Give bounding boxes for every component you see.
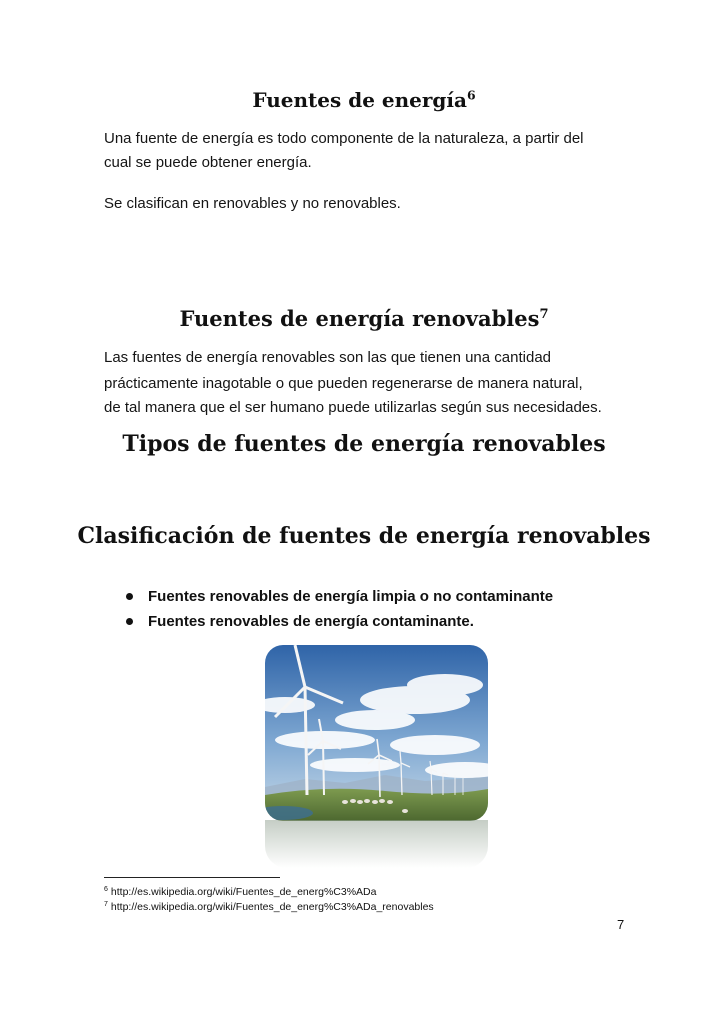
- footnote-separator: [104, 877, 280, 878]
- heading-fuentes-renovables: [0, 306, 728, 331]
- renewable-line-1: Las fuentes de energía renovables son las que tienen una cantidad: [104, 349, 551, 366]
- page-number: 7: [617, 917, 625, 932]
- photo-reflection: [265, 820, 488, 868]
- wind-turbines-image: [265, 645, 488, 821]
- list-item-label: Fuentes renovables de energía contaminante.: [148, 613, 474, 630]
- bullet-icon: [126, 618, 133, 625]
- heading-fuentes-de-energia: [0, 88, 728, 112]
- footnote-7: [104, 900, 434, 914]
- list-item-label: Fuentes renovables de energía limpia o no contaminante: [148, 588, 554, 605]
- footnote-7-link[interactable]: http://es.wikipedia.org/wiki/Fuentes_de_energ%C3%ADa_renovables: [110, 901, 434, 913]
- footnote-6: [104, 885, 376, 899]
- wind-turbines-photo: [265, 645, 488, 821]
- classification-list: [124, 584, 553, 634]
- bullet-icon: [126, 593, 133, 600]
- footnote-6-link[interactable]: http://es.wikipedia.org/wiki/Fuentes_de_energ%C3%ADa: [110, 886, 377, 898]
- heading-fuentes-de-energia-text: Fuentes de energía: [252, 88, 467, 112]
- footnote-ref-6[interactable]: 6: [466, 87, 476, 103]
- renewable-line-2: prácticamente inagotable o que pueden regenerarse de manera natural,: [104, 375, 583, 392]
- intro-line-1: Una fuente de energía es todo componente de la naturaleza, a partir del: [104, 130, 584, 147]
- heading-clasificacion: Clasificación de fuentes de energía renovables: [77, 523, 651, 549]
- list-item: [124, 609, 553, 634]
- intro-line-3: Se clasifican en renovables y no renovables.: [104, 195, 401, 212]
- renewable-line-3: de tal manera que el ser humano puede utilizarlas según sus necesidades.: [104, 399, 602, 416]
- footnote-7-number: 7: [104, 900, 108, 908]
- intro-line-2: cual se puede obtener energía.: [104, 154, 312, 171]
- footnote-ref-7[interactable]: 7: [539, 307, 549, 322]
- list-item: [124, 584, 553, 609]
- footnote-6-number: 6: [104, 885, 108, 893]
- heading-tipos: Tipos de fuentes de energía renovables: [122, 431, 606, 457]
- heading-fuentes-renovables-text: Fuentes de energía renovables: [179, 306, 540, 331]
